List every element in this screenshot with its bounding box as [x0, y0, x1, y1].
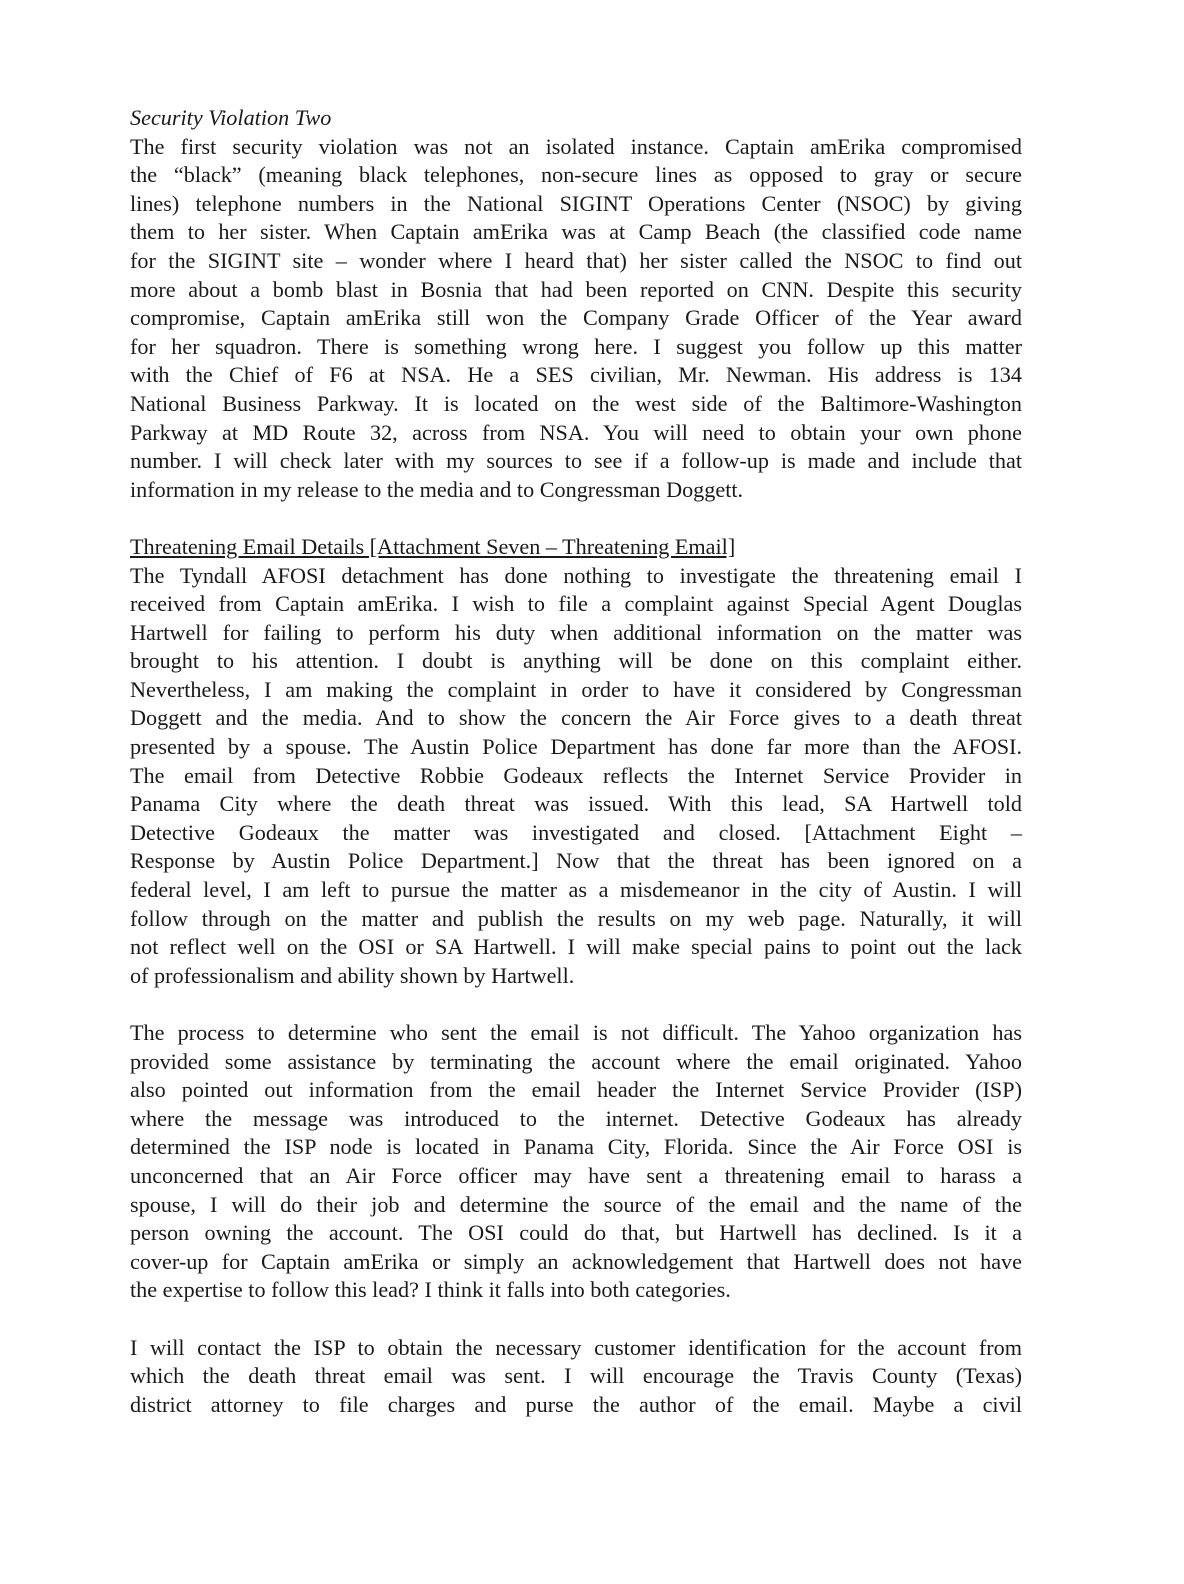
text-line: person owning the account. The OSI could do that, but Hartwell has declined. Is it a [130, 1220, 1022, 1246]
text-line: compromise, Captain amErika still won the Company Grade Officer of the Year award [130, 305, 1022, 331]
text-line: I will contact the ISP to obtain the necessary customer identification for the account from [130, 1334, 1022, 1360]
paragraph-spacer [130, 504, 1022, 533]
text-line: more about a bomb blast in Bosnia that had been reported on CNN. Despite this security [130, 276, 1022, 302]
text-line: number. I will check later with my sources to see if a follow-up is made and include that [130, 448, 1022, 474]
text-line: with the Chief of F6 at NSA. He a SES civilian, Mr. Newman. His address is 134 [130, 362, 1022, 388]
text-line: National Business Parkway. It is located on the west side of the Baltimore-Washington [130, 390, 1022, 416]
text-line: cover-up for Captain amErika or simply an acknowledgement that Hartwell does not have [130, 1248, 1022, 1274]
text-line: also pointed out information from the email header the Internet Service Provider (ISP) [130, 1077, 1022, 1103]
paragraph-spacer [130, 1305, 1022, 1334]
paragraph-threatening-email [130, 562, 1022, 991]
document-page [130, 104, 1022, 1419]
text-line: unconcerned that an Air Force officer may have sent a threatening email to harass a [130, 1162, 1022, 1188]
text-line: where the message was introduced to the internet. Detective Godeaux has already [130, 1105, 1022, 1131]
section-heading-security-violation-two: Security Violation Two [130, 105, 332, 130]
text-line: Response by Austin Police Department.] Now that the threat has been ignored on a [130, 848, 1022, 874]
text-line: brought to his attention. I doubt is anything will be done on this complaint either. [130, 648, 1022, 674]
text-line: for the SIGINT site – wonder where I heard that) her sister called the NSOC to find out [130, 247, 1022, 273]
text-line: lines) telephone numbers in the National SIGINT Operations Center (NSOC) by giving [130, 190, 1022, 216]
text-line: for her squadron. There is something wrong here. I suggest you follow up this matter [130, 333, 1022, 359]
text-line: Hartwell for failing to perform his duty when additional information on the matter was [130, 619, 1022, 645]
text-line: which the death threat email was sent. I will encourage the Travis County (Texas) [130, 1363, 1022, 1389]
paragraph-determine-sender [130, 1019, 1022, 1305]
text-line: The process to determine who sent the email is not difficult. The Yahoo organization has [130, 1020, 1022, 1045]
text-line: Detective Godeaux the matter was investigated and closed. [Attachment Eight – [130, 819, 1022, 845]
text-line: district attorney to file charges and purse the author of the email. Maybe a civil [130, 1391, 1022, 1417]
text-line: Doggett and the media. And to show the concern the Air Force gives to a death threat [130, 705, 1022, 731]
text-line: spouse, I will do their job and determine the source of the email and the name of the [130, 1191, 1022, 1217]
text-line: them to her sister. When Captain amErika was at Camp Beach (the classified code name [130, 219, 1022, 245]
text-line: The email from Detective Robbie Godeaux reflects the Internet Service Provider in [130, 762, 1022, 788]
text-line: federal level, I am left to pursue the matter as a misdemeanor in the city of Austin. I will [130, 877, 1022, 903]
text-line: follow through on the matter and publish the results on my web page. Naturally, it will [130, 905, 1022, 931]
text-line: The first security violation was not an isolated instance. Captain amErika compromised [130, 133, 1022, 159]
text-line: received from Captain amErika. I wish to file a complaint against Special Agent Douglas [130, 591, 1022, 617]
text-line: provided some assistance by terminating the account where the email originated. Yahoo [130, 1048, 1022, 1074]
text-line: The Tyndall AFOSI detachment has done nothing to investigate the threatening email I [130, 562, 1022, 588]
text-line: Nevertheless, I am making the complaint in order to have it considered by Congressman [130, 676, 1022, 702]
paragraph-contact-isp [130, 1334, 1022, 1420]
text-line: the “black” (meaning black telephones, non-secure lines as opposed to gray or secure [130, 162, 1022, 188]
paragraph-spacer [130, 990, 1022, 1019]
text-line: determined the ISP node is located in Panama City, Florida. Since the Air Force OSI is [130, 1134, 1022, 1160]
text-line: Parkway at MD Route 32, across from NSA. You will need to obtain your own phone [130, 419, 1022, 445]
section-heading-threatening-email: Threatening Email Details [Attachment Seven – Threatening Email] [130, 533, 736, 559]
paragraph-security-violation [130, 133, 1022, 505]
text-line: information in my release to the media and to Congressman Doggett. [130, 476, 744, 502]
text-line: not reflect well on the OSI or SA Hartwell. I will make special pains to point out the lack [130, 934, 1022, 960]
text-line: the expertise to follow this lead? I think it falls into both categories. [130, 1277, 731, 1303]
text-line: Panama City where the death threat was issued. With this lead, SA Hartwell told [130, 791, 1022, 817]
text-line: presented by a spouse. The Austin Police Department has done far more than the AFOSI. [130, 734, 1022, 760]
text-line: of professionalism and ability shown by Hartwell. [130, 962, 575, 988]
